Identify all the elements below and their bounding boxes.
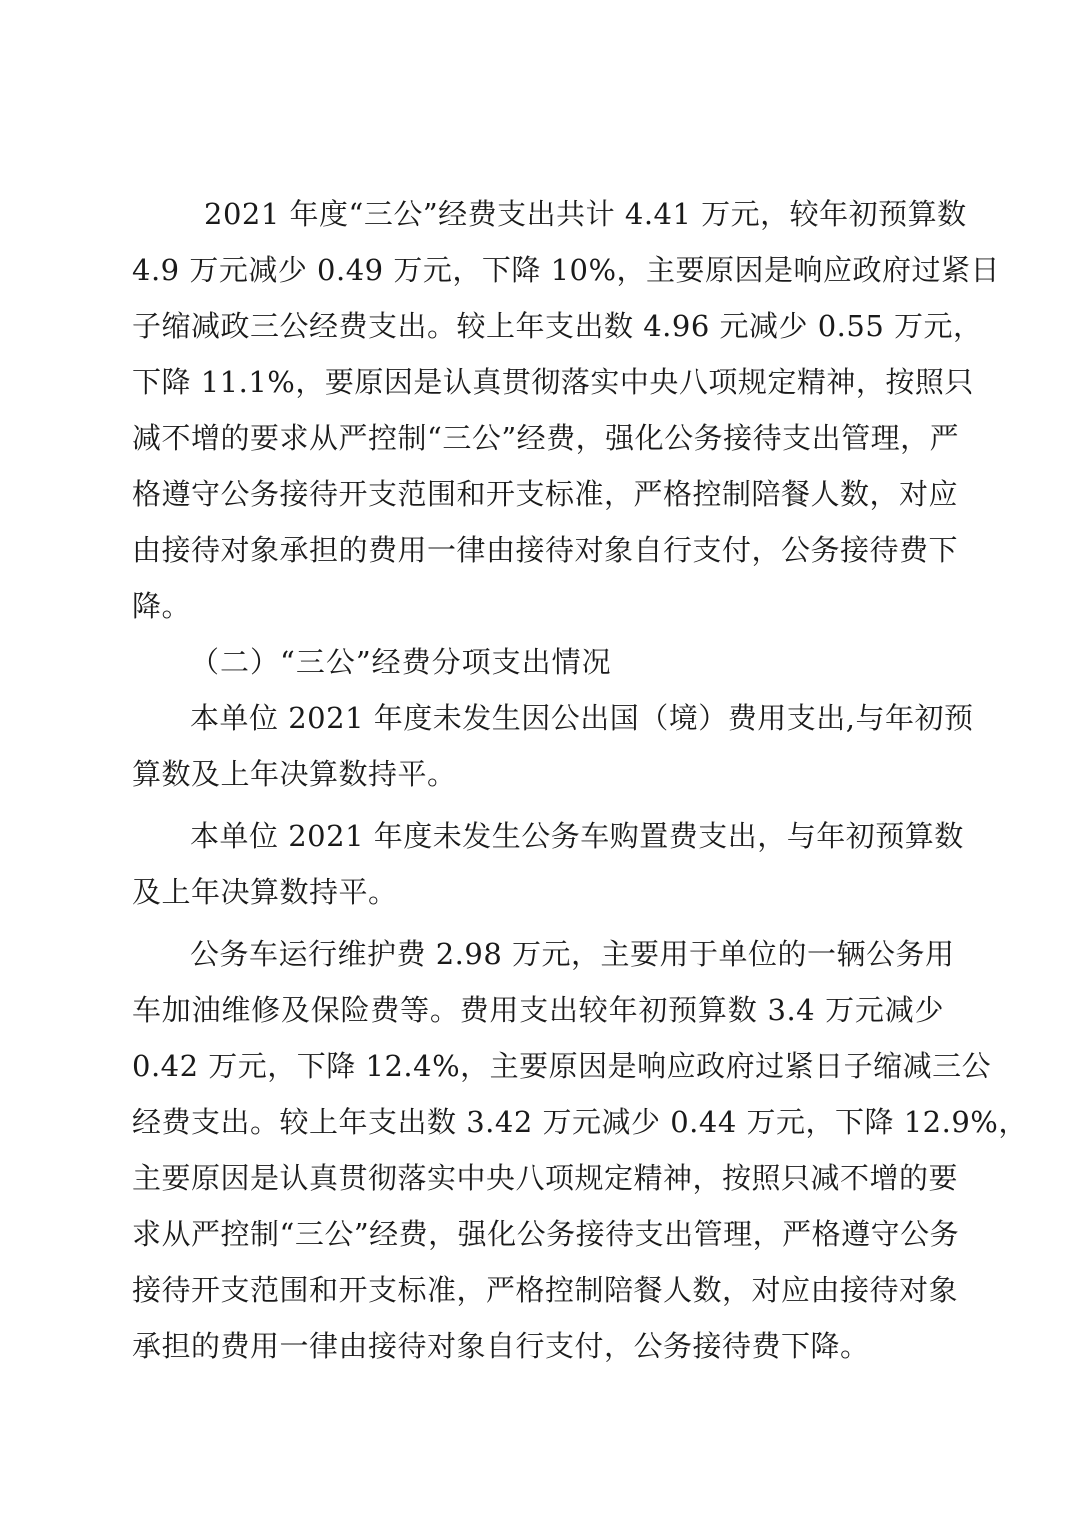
text-line: 2021 年度“三公”经费支出共计 4.41 万元，较年初预算数 [204, 197, 967, 231]
section-heading: （二）“三公”经费分项支出情况 [190, 645, 612, 679]
text-line: 4.9 万元减少 0.49 万元，下降 10%，主要原因是响应政府过紧日 [132, 253, 1001, 287]
paragraph-vehicle-purchase [132, 808, 964, 920]
text-line: 车加油维修及保险费等。费用支出较年初预算数 3.4 万元减少 [132, 993, 944, 1027]
text-line: 算数及上年决算数持平。 [132, 757, 457, 791]
text-line: 求从严控制“三公”经费，强化公务接待支出管理，严格遵守公务 [132, 1217, 960, 1251]
text-line: 减不增的要求从严控制“三公”经费，强化公务接待支出管理，严 [132, 421, 960, 455]
text-line: 经费支出。较上年支出数 3.42 万元减少 0.44 万元，下降 12.9%， [132, 1105, 1028, 1139]
document-page [132, 186, 1028, 1374]
text-line: 本单位 2021 年度未发生公务车购置费支出，与年初预算数 [190, 819, 964, 853]
text-line: 降。 [132, 589, 192, 623]
text-line: 本单位 2021 年度未发生因公出国（境）费用支出,与年初预 [190, 701, 974, 735]
text-line: 主要原因是认真贯彻落实中央八项规定精神，按照只减不增的要 [132, 1161, 959, 1195]
text-line: 下降 11.1%，要原因是认真贯彻落实中央八项规定精神，按照只 [132, 365, 974, 399]
paragraph-vehicle-operation [132, 926, 1028, 1374]
text-line: 公务车运行维护费 2.98 万元，主要用于单位的一辆公务用 [190, 937, 955, 971]
paragraph-summary [132, 186, 1001, 634]
text-line: 子缩减政三公经费支出。较上年支出数 4.96 元减少 0.55 万元， [132, 309, 983, 343]
text-line: 由接待对象承担的费用一律由接待对象自行支付，公务接待费下 [132, 533, 959, 567]
text-line: 承担的费用一律由接待对象自行支付，公务接待费下降。 [132, 1329, 870, 1363]
text-line: 0.42 万元，下降 12.4%，主要原因是响应政府过紧日子缩减三公 [132, 1049, 992, 1083]
text-line: 接待开支范围和开支标准，严格控制陪餐人数，对应由接待对象 [132, 1273, 959, 1307]
text-line: 格遵守公务接待开支范围和开支标准，严格控制陪餐人数，对应 [132, 477, 959, 511]
text-line: 及上年决算数持平。 [132, 875, 398, 909]
paragraph-overseas-travel [132, 690, 974, 802]
